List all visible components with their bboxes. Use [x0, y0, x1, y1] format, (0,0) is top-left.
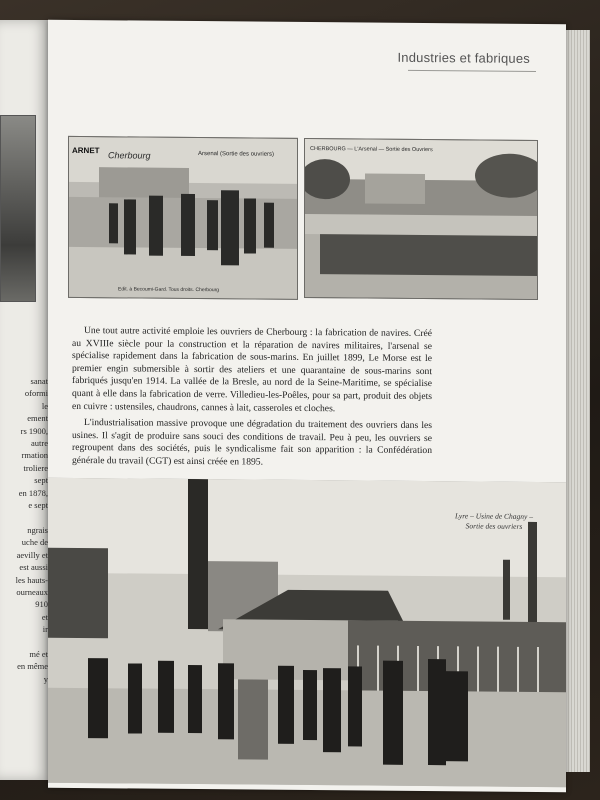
left-page-line: les hauts- [15, 574, 48, 585]
photo-left-label-city: Cherbourg [108, 150, 151, 161]
left-page-line: et [41, 611, 48, 622]
left-page-line: e sept [28, 500, 48, 511]
left-page-line: mé et [29, 648, 48, 659]
left-page-line: le [41, 400, 48, 411]
left-page-line: troliere [23, 462, 48, 473]
left-page-line: oformi [24, 388, 48, 399]
left-page-line [2, 636, 48, 648]
left-page-line: est aussi [19, 562, 48, 573]
left-page-text [2, 375, 48, 685]
photo-usine-caption-line-1: Lyre – Usine de Chagny – [454, 511, 534, 521]
left-page-line: y [43, 673, 48, 684]
paragraph-2: L'industrialisation massive provoque une dégradation du traitement des ouvriers dans les usines. Il s'agit de produire sans souci des conditions de travail. Peu à peu, les ouvriers se regroupent dans des sociétés, puis le syndicalisme fait son apparition : la Confédération générale du travail (CGT) est ainsi créée en 1895. [72, 417, 432, 468]
photo-left-label-corner: ARNET [72, 145, 100, 156]
left-page-line: en même [17, 661, 48, 672]
left-page-line: ngrais [27, 524, 48, 535]
left-page-photo [0, 115, 36, 302]
body-text [72, 325, 432, 475]
photo-arsenal-right [304, 138, 538, 300]
left-page-line: rmation [21, 450, 48, 461]
left-page-line: sept [34, 475, 48, 486]
left-page-line: 910 [35, 599, 48, 610]
photo-usine-caption-line-2: Sortie des ouvriers [465, 521, 523, 531]
left-page-line: ourneaux [16, 586, 48, 597]
left-page-line: uche de [21, 537, 48, 548]
left-page-line: en 1878, [18, 487, 48, 498]
photo-left-label-right: Arsenal (Sortie des ouvriers) [198, 151, 275, 158]
photo-left-caption: Edit. à Becoumi-Gard. Tous droits. Cherbourg [118, 286, 220, 294]
left-page-line: aevilly et [16, 549, 48, 560]
left-page-line: sanat [30, 376, 48, 386]
left-page-line: rs 1900, [20, 425, 48, 436]
paragraph-1: Une tout autre activité emploie les ouvriers de Cherbourg : la fabrication de navires. Créé au XVIIIe siècle pour la construction et la réparation de navires militaires, l'arsenal se spécialise rapidement dans la fabrication de sous-marins. En juillet 1899, Le Morse est le premier engin submersible à sortir des ateliers et une quarantaine de sous-marins sont fabriqués jusqu'en 1914. La vallée de la Bresle, au nord de la Seine-Maritime, se spécialise quant à elle dans la fabrication de verre. Villedieu-les-Poêles, pour sa part, produit des objets en cuivre : ustensiles, chaudrons, cannes à lait, casseroles et cloches. [72, 325, 432, 414]
header-rule [408, 70, 536, 72]
photo-right-label: CHERBOURG — L'Arsenal — Sortie des Ouvriers [310, 146, 433, 154]
left-page-line: ir [42, 624, 48, 635]
left-page-line [2, 511, 48, 523]
photo-usine-caption [444, 511, 544, 532]
section-title: Industries et fabriques [397, 49, 530, 66]
page-edges [566, 30, 590, 772]
photo-arsenal-left [68, 136, 298, 300]
left-page [0, 20, 51, 780]
left-page-line: autre [31, 438, 48, 449]
book-page [48, 20, 566, 793]
left-page-line: ement [27, 413, 48, 424]
